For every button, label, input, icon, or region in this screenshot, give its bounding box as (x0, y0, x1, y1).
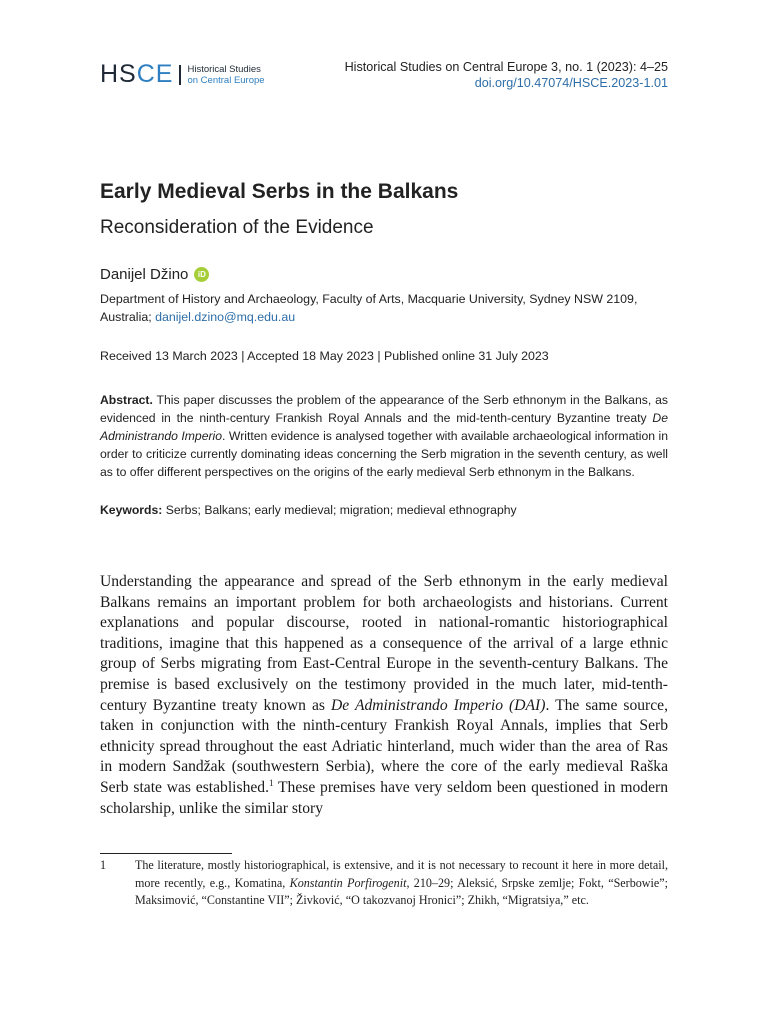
orcid-icon[interactable]: iD (194, 267, 209, 282)
journal-citation (345, 59, 668, 91)
article-title: Early Medieval Serbs in the Balkans (100, 180, 459, 203)
logo-line-1: Historical Studies (187, 63, 261, 75)
journal-logo[interactable] (100, 60, 265, 89)
footnote (100, 857, 668, 910)
body-text-2: . The same source, taken in conjunction with the ninth-century Frankish Royal Annals, implies that Serb ethnicity spread throughout the east Adriatic hinterland, much wider than the area of Ras in modern Sandžak (southwestern Serbia), where the core of the early medieval Raška Serb state was established. (100, 696, 668, 796)
affiliation-text: Department of History and Archaeology, Faculty of Arts, Macquarie University, Sydney NSW 2109, Australia; (100, 292, 638, 324)
abstract-text-1: This paper discusses the problem of the appearance of the Serb ethnonym in the Balkans, as evidenced in the ninth-century Frankish Royal Annals and the mid-tenth-century Byzantine treaty (100, 393, 669, 425)
keywords-label: Keywords: (100, 503, 163, 517)
body-paragraph (100, 572, 668, 819)
body-text-1: Understanding the appearance and spread of the Serb ethnonym in the early medieval Balkans remains an important problem for both archaeologists and historians. Current explanations and popular discourse, rooted in national-romantic historiographical traditions, imagine that this happened as a consequence of the arrival of a large ethnic group of Serbs migrating from East-Central Europe in the seventh-century Balkans. The premise is based exclusively on the testimony provided in the much later, mid-tenth-century Byzantine treaty known as (100, 573, 668, 714)
footnote-rule (100, 853, 232, 854)
author-name: Danijel Džino (100, 266, 189, 283)
author-affiliation (100, 290, 668, 326)
author-line (100, 266, 209, 283)
publication-dates: Received 13 March 2023 | Accepted 18 May 2023 | Published online 31 July 2023 (100, 349, 549, 363)
journal-line: Historical Studies on Central Europe 3, no. 1 (2023): 4–25 (344, 60, 668, 74)
author-email-link[interactable]: danijel.dzino@mq.edu.au (155, 310, 296, 324)
logo-divider (179, 65, 181, 85)
logo-mark-dark: HS (100, 60, 137, 88)
footnote-text (135, 857, 668, 910)
abstract-text-2: . Written evidence is analysed together with available archaeological information in order to criticize currently dominating ideas concerning the Serb migration in the seventh century, as well as to offer different perspectives on the origins of the early medieval Serb ethnonym in the Balkans. (100, 429, 668, 479)
footnote-ref[interactable]: 1 (269, 777, 274, 788)
abstract-italic: De Administrando Imperio (100, 411, 668, 443)
logo-line-2: on Central Europe (187, 74, 265, 86)
footnote-text-2: , 210–29; Aleksić, Srpske zemlje; Fokt, “Serbowie”; Maksimović, “Constantine VII”; Živković, “O takozvanoj Hronici”; Zhikh, “Migratsiya,” etc. (135, 875, 668, 907)
logo-text (187, 64, 264, 86)
body-text-3: These premises have very seldom been questioned in modern scholarship, unlike the similar story (100, 778, 669, 817)
keywords (100, 501, 668, 519)
footnote-text-1: The literature, mostly historiographical, is extensive, and it is not necessary to recount it here in more detail, more recently, e.g., Komatina, (135, 858, 668, 890)
footnote-number: 1 (100, 858, 107, 872)
logo-mark-accent: CE (136, 60, 174, 88)
abstract (100, 391, 668, 481)
footnote-italic: Konstantin Porfirogenit (289, 875, 407, 890)
abstract-label: Abstract. (100, 393, 153, 407)
body-italic-1: De Administrando Imperio (DAI) (331, 696, 546, 714)
article-subtitle: Reconsideration of the Evidence (100, 217, 374, 238)
doi-link[interactable]: doi.org/10.47074/HSCE.2023-1.01 (474, 76, 668, 90)
logo-mark (100, 60, 173, 89)
keywords-text: Serbs; Balkans; early medieval; migration; medieval ethnography (165, 503, 517, 517)
